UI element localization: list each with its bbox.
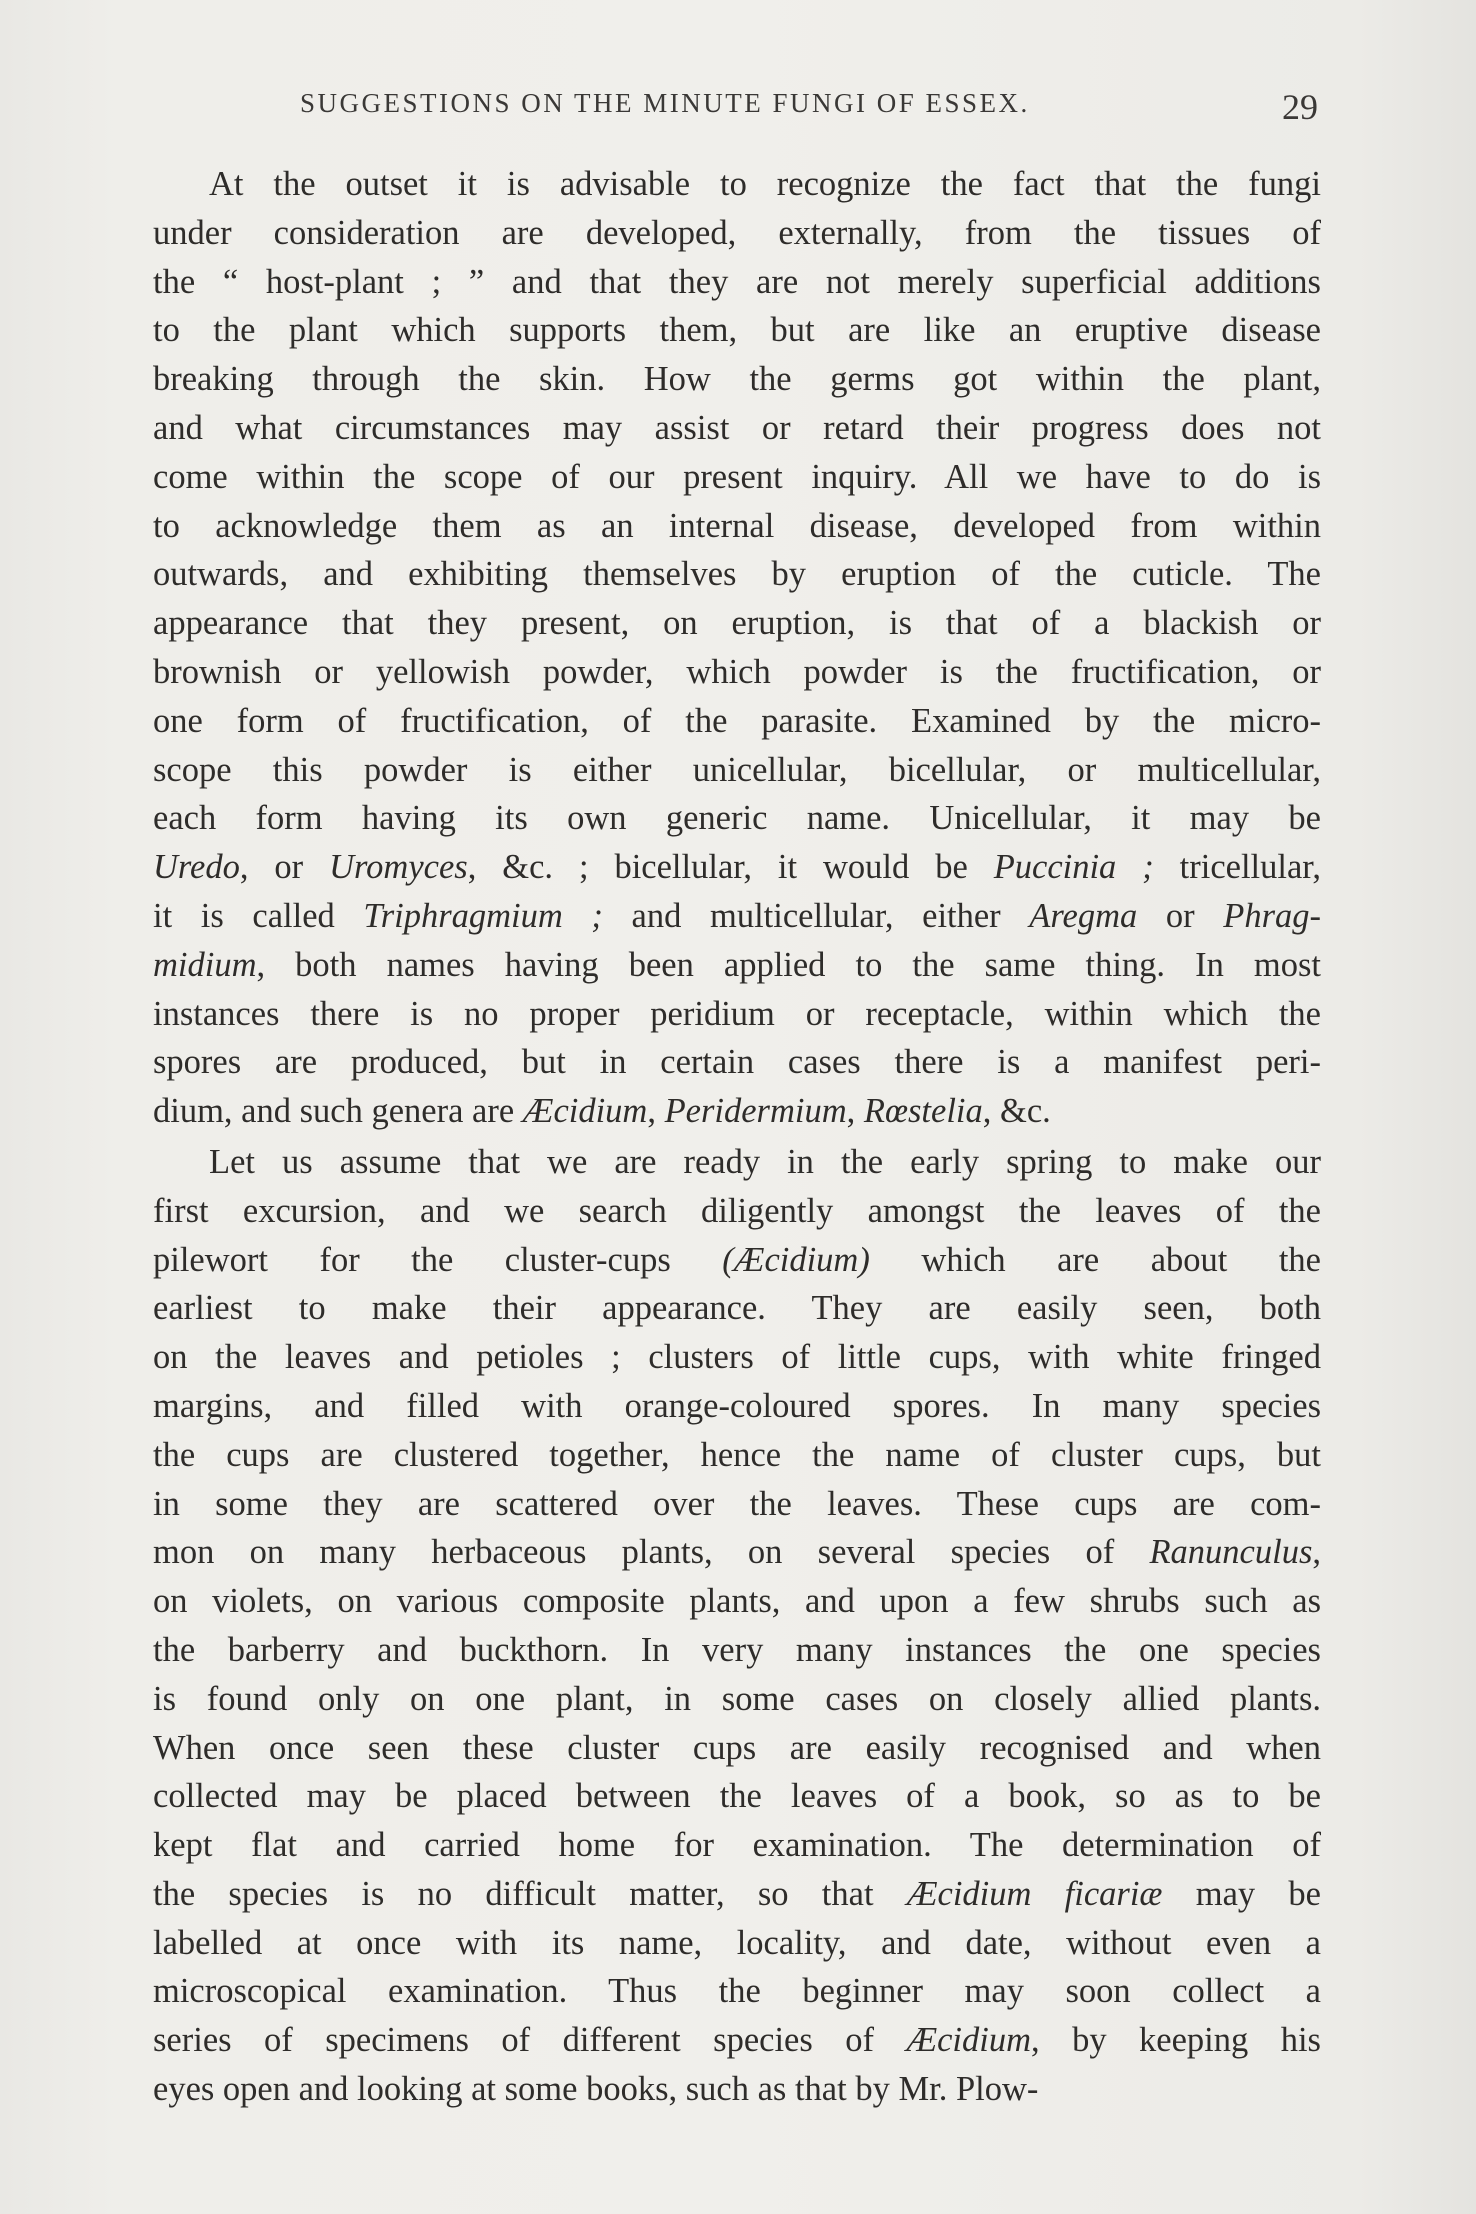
text-line [153, 1480, 1321, 1529]
italic-term: midium [153, 945, 257, 984]
text-run: instances there is no proper peridium or receptacle, within which the [153, 994, 1321, 1033]
text-run: each form having its own generic name. Unicellular, it may be [153, 799, 1321, 838]
italic-term: Æcidium [906, 2021, 1032, 2060]
text-line [153, 1431, 1321, 1480]
text-line [153, 550, 1321, 599]
text-run: , or [239, 848, 330, 887]
text-run: the barberry and buckthorn. In very many instances the one species [153, 1630, 1321, 1669]
text-run: When once seen these cluster cups are easily recognised and when [153, 1728, 1321, 1767]
italic-term: Rœstelia [863, 1092, 983, 1131]
text-run: dium, and such genera are [153, 1092, 523, 1131]
text-run: appearance that they present, on eruption, is that of a blackish or [153, 604, 1321, 643]
text-line [153, 502, 1321, 551]
text-run: on violets, on various composite plants, and upon a few shrubs such as [153, 1582, 1321, 1621]
text-line [153, 892, 1321, 941]
text-run: breaking through the skin. How the germs got within the plant, [153, 360, 1321, 399]
text-line [153, 453, 1321, 502]
text-run: may be [1162, 1874, 1321, 1913]
text-run: brownish or yellowish powder, which powder is the fructification, or [153, 652, 1321, 691]
text-run: At the outset it is advisable to recognize the fact that the fungi [209, 165, 1321, 203]
italic-term: Uredo [153, 848, 240, 887]
text-run: come within the scope of our present inquiry. All we have to do is [153, 457, 1321, 496]
text-line [153, 599, 1321, 648]
body-text [153, 160, 1321, 2114]
italic-term: Æcidium ficariæ [906, 1874, 1163, 1913]
text-run: scope this powder is either unicellular, bicellular, or multicellular, [153, 750, 1321, 789]
text-line [153, 2016, 1321, 2065]
text-run: earliest to make their appearance. They are easily seen, both [153, 1289, 1321, 1328]
text-run: under consideration are developed, externally, from the tissues of [153, 213, 1321, 252]
text-run: eyes open and looking at some books, such as that by Mr. Plow- [153, 2070, 1039, 2109]
text-line [153, 1919, 1321, 1968]
text-line [153, 697, 1321, 746]
text-line [153, 1967, 1321, 2016]
text-run: on the leaves and petioles ; clusters of little cups, with white fringed [153, 1338, 1321, 1377]
text-run: and multicellular, either [602, 896, 1030, 935]
text-line [153, 1821, 1321, 1870]
paragraph [153, 1138, 1321, 2114]
text-run: , [846, 1092, 864, 1131]
text-line [153, 404, 1321, 453]
italic-term: Triphragmium ; [363, 896, 603, 935]
text-line [153, 355, 1321, 404]
text-run: and what circumstances may assist or retard their progress does not [153, 408, 1321, 447]
text-run: outwards, and exhibiting themselves by eruption of the cuticle. The [153, 555, 1321, 594]
text-run: mon on many herbaceous plants, on several species of [153, 1533, 1150, 1572]
text-run: Let us assume that we are ready in the early spring to make our [209, 1142, 1321, 1181]
text-line [153, 746, 1321, 795]
text-run: series of specimens of different species of [153, 2021, 907, 2060]
text-run: , both names having been applied to the same thing. In most [256, 945, 1321, 984]
text-line [153, 648, 1321, 697]
text-line [153, 941, 1321, 990]
italic-term: Æcidium [522, 1092, 648, 1131]
text-line [153, 1333, 1321, 1382]
paragraph [153, 160, 1321, 1136]
text-line [153, 1870, 1321, 1919]
text-line [153, 1577, 1321, 1626]
italic-term: Puccinia ; [993, 848, 1154, 887]
italic-term: (Æcidium) [722, 1240, 870, 1279]
text-line [153, 258, 1321, 307]
text-run: or [1137, 896, 1224, 935]
text-run: margins, and filled with orange-coloured spores. In many species [153, 1386, 1321, 1425]
text-line [153, 1772, 1321, 1821]
page-number: 29 [1282, 87, 1318, 127]
text-line [153, 1724, 1321, 1773]
text-run: to the plant which supports them, but are like an eruptive disease [153, 311, 1321, 350]
text-line [153, 990, 1321, 1039]
text-line [153, 794, 1321, 843]
text-line [153, 1187, 1321, 1236]
italic-term: Ranunculus [1149, 1533, 1313, 1572]
text-line [153, 209, 1321, 258]
text-line [153, 1675, 1321, 1724]
text-run: pilewort for the cluster-cups [153, 1240, 723, 1279]
text-line [153, 1087, 1321, 1136]
text-line [153, 1236, 1321, 1285]
text-line [153, 160, 1321, 209]
text-run: microscopical examination. Thus the beginner may soon collect a [153, 1972, 1321, 2011]
italic-term: Uromyces [329, 848, 468, 887]
text-run: spores are produced, but in certain cases there is a manifest peri- [153, 1043, 1321, 1082]
text-line [153, 1138, 1321, 1187]
text-run: the cups are clustered together, hence the name of cluster cups, but [153, 1435, 1321, 1474]
text-run: collected may be placed between the leaves of a book, so as to be [153, 1777, 1321, 1816]
text-run: kept flat and carried home for examination. The determination of [153, 1826, 1321, 1865]
text-run: the “ host-plant ; ” and that they are not merely superficial additions [153, 262, 1321, 301]
text-run: first excursion, and we search diligently amongst the leaves of the [153, 1191, 1321, 1230]
italic-term: Aregma [1029, 896, 1138, 935]
text-line [153, 1284, 1321, 1333]
text-line [153, 1626, 1321, 1675]
text-run: one form of fructification, of the parasite. Examined by the micro- [153, 701, 1321, 740]
text-run: , [647, 1092, 665, 1131]
text-line [153, 306, 1321, 355]
running-head: SUGGESTIONS ON THE MINUTE FUNGI OF ESSEX. [300, 88, 1030, 118]
text-line [153, 2065, 1321, 2114]
text-line [153, 1038, 1321, 1087]
text-line [153, 1382, 1321, 1431]
text-run: , [1312, 1533, 1321, 1572]
text-run: , by keeping his [1031, 2021, 1321, 2060]
text-line [153, 1528, 1321, 1577]
text-run: tricellular, [1153, 848, 1321, 887]
text-run: it is called [153, 896, 364, 935]
italic-term: Phrag- [1223, 896, 1321, 935]
text-line [153, 843, 1321, 892]
text-run: which are about the [869, 1240, 1321, 1279]
text-run: to acknowledge them as an internal disease, developed from within [153, 506, 1321, 545]
text-run: is found only on one plant, in some cases on closely allied plants. [153, 1679, 1321, 1718]
text-run: labelled at once with its name, locality, and date, without even a [153, 1923, 1321, 1962]
text-run: in some they are scattered over the leaves. These cups are com- [153, 1484, 1321, 1523]
italic-term: Peridermium [664, 1092, 847, 1131]
text-run: , &c. [982, 1092, 1051, 1131]
text-run: , &c. ; bicellular, it would be [467, 848, 994, 887]
text-run: the species is no difficult matter, so that [153, 1874, 907, 1913]
